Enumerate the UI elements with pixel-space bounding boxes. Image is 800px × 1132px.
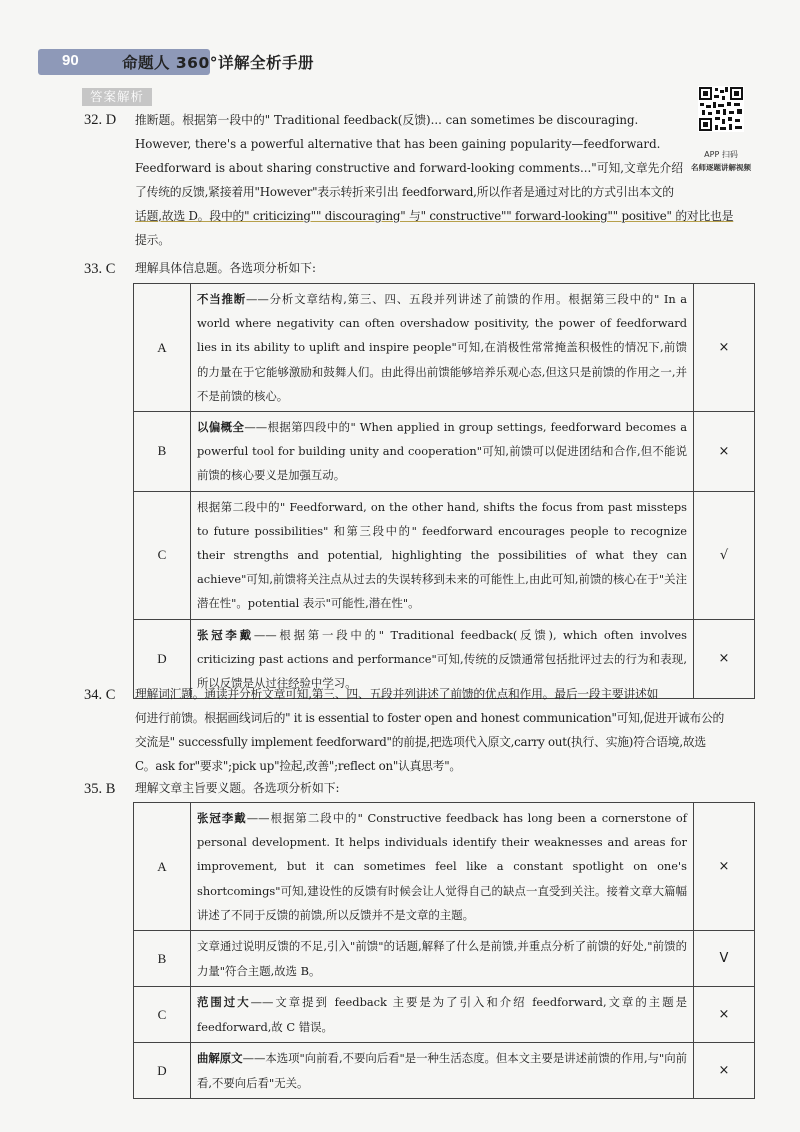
qr-caption-scan: APP 扫码 — [704, 150, 738, 159]
table-row — [134, 1043, 755, 1099]
option-analysis — [191, 412, 694, 492]
option-analysis — [191, 803, 694, 931]
table-row — [134, 987, 755, 1043]
option-letter: B — [134, 412, 191, 492]
option-text: ——分析文章结构,第三、四、五段并列讲述了前馈的作用。根据第三段中的" In a world where negativity can often overshadow positivity, the power of feedforward lies in its ability to uplift and inspire people"可知,在消极性常常掩盖积极性的情况下,前馈的力量在于它能够激励和鼓舞人们。由此得出前馈能够培养乐观心态,但这只是前馈的作用之一,并不是前馈的核心。 — [197, 292, 687, 403]
q34-line: 何进行前馈。根据画线词后的" it is essential to foster open and honest communication"可知,促进开诚布公的 — [135, 711, 725, 725]
q33-intro — [135, 256, 535, 280]
section-tag: 答案解析 — [82, 88, 152, 106]
option-analysis — [191, 987, 694, 1043]
option-letter: D — [134, 1043, 191, 1099]
option-letter: C — [134, 491, 191, 619]
option-letter: C — [134, 987, 191, 1043]
option-text: 根据第二段中的" Feedforward, on the other hand, shifts the focus from past missteps to future possibilities" 和第三段中的" feedforward encourages people to recognize their strengths and potential, highlighting the possibilities of what they can achieve"可知,前馈将关注点从过去的失误转移到未来的可能性上,由此可知,前馈的核心在于"关注潜在性"。potential 表示"可能性,潜在性"。 — [197, 499, 687, 611]
option-lead: 曲解原文 — [197, 1051, 243, 1066]
q35-intro-text: 理解文章主旨要义题。各选项分析如下: — [135, 781, 340, 795]
wrong-mark-icon: × — [694, 412, 755, 492]
option-analysis — [191, 931, 694, 987]
wrong-mark-icon: × — [694, 619, 755, 699]
qr-caption-video: 名师逐题讲解视频 — [691, 163, 751, 172]
table-row — [134, 412, 755, 492]
qr-code-icon[interactable] — [698, 86, 744, 132]
wrong-mark-icon: × — [694, 1043, 755, 1099]
q32-explanation-cont — [135, 180, 765, 252]
option-lead: 以偏概全 — [197, 420, 245, 435]
table-row — [134, 284, 755, 412]
option-lead: 不当推断 — [197, 292, 247, 306]
option-lead: 范围过大 — [197, 995, 251, 1010]
page-number: 90 — [62, 52, 79, 69]
q32-line: Feedforward is about sharing constructive and forward-looking comments..."可知,文章先介绍 — [135, 161, 684, 175]
q34-line: C。ask for"要求";pick up"捡起,改善";reflect on"认真思考"。 — [135, 759, 461, 773]
q32-line-underlined: 话题,故选 D。段中的" criticizing"" discouraging" 与" constructive"" forward-looking"" positive" 的对比也是 — [135, 209, 734, 223]
option-analysis — [191, 284, 694, 412]
option-letter: B — [134, 931, 191, 987]
q35-intro — [135, 776, 535, 800]
option-letter: A — [134, 284, 191, 412]
q32-line: 了传统的反馈,紧接着用"However"表示转折来引出 feedforward,所以作者是通过对比的方式引出本文的 — [135, 185, 674, 199]
q33-intro-text: 理解具体信息题。各选项分析如下: — [135, 261, 316, 275]
check-mark-icon: √ — [694, 491, 755, 619]
option-text: 文章通过说明反馈的不足,引入"前馈"的话题,解释了什么是前馈,并重点分析了前馈的好处,"前馈的力量"符合主题,故选 B。 — [197, 939, 687, 978]
check-mark-icon: V — [694, 931, 755, 987]
option-lead: 张冠李戴 — [197, 627, 254, 642]
option-analysis — [191, 491, 694, 619]
q34-explanation — [135, 682, 765, 778]
wrong-mark-icon: × — [694, 987, 755, 1043]
q32-line: 推断题。根据第一段中的" Traditional feedback(反馈)... can sometimes be discouraging. — [135, 113, 639, 127]
wrong-mark-icon: × — [694, 284, 755, 412]
q33-option-table — [133, 283, 755, 699]
option-text: ——本选项"向前看,不要向后看"是一种生活态度。但本文主要是讲述前馈的作用,与"向前看,不要向后看"无关。 — [197, 1051, 687, 1090]
question-number-35: 35. B — [84, 781, 116, 797]
table-row — [134, 491, 755, 619]
q32-explanation — [135, 108, 684, 180]
q32-line: However, there's a powerful alternative that has been gaining popularity—feedforward. — [135, 137, 661, 151]
book-title: 命题人 360°详解全析手册 — [122, 54, 315, 72]
option-text: ——文章提到 feedback 主要是为了引入和介绍 feedforward,文章的主题是 feedforward,故 C 错误。 — [197, 995, 687, 1034]
wrong-mark-icon: × — [694, 803, 755, 931]
option-letter: A — [134, 803, 191, 931]
question-number-33: 33. C — [84, 261, 116, 277]
question-number-32: 32. D — [84, 112, 117, 128]
table-row — [134, 803, 755, 931]
q34-line: 理解词汇题。通读并分析文章可知,第三、四、五段并列讲述了前馈的优点和作用。最后一段主要讲述如 — [135, 687, 659, 701]
q32-line: 提示。 — [135, 233, 170, 247]
option-text: ——根据第四段中的" When applied in group settings, feedforward becomes a powerful tool for building unity and cooperation"可知,前馈可以促进团结和合作,但不能说前馈的核心要义是加强互动。 — [197, 420, 687, 483]
question-number-34: 34. C — [84, 687, 116, 703]
q35-option-table — [133, 802, 755, 1099]
option-text: ——根据第一段中的" Traditional feedback(反馈), which often involves criticizing past actions and performance"可知,传统的反馈通常包括批评过去的行为和表现,所以反馈是从过往经验中学习。 — [197, 627, 687, 691]
option-analysis — [191, 1043, 694, 1099]
option-lead: 张冠李戴 — [197, 811, 247, 825]
option-letter: D — [134, 619, 191, 699]
option-text: ——根据第二段中的" Constructive feedback has long been a cornerstone of personal development. It helps individuals identify their weaknesses and areas for improvement, but it can sometimes feel like a constant spotlight on one's shortcomings"可知,建设性的反馈有时候会让人觉得自己的缺点一直受到关注。接着文章大篇幅讲述了不同于反馈的前馈,所以反馈并不是文章的主题。 — [197, 811, 687, 922]
table-row — [134, 931, 755, 987]
q34-line: 交流是" successfully implement feedforward"的前提,把选项代入原文,carry out(执行、实施)符合语境,故选 — [135, 735, 706, 749]
